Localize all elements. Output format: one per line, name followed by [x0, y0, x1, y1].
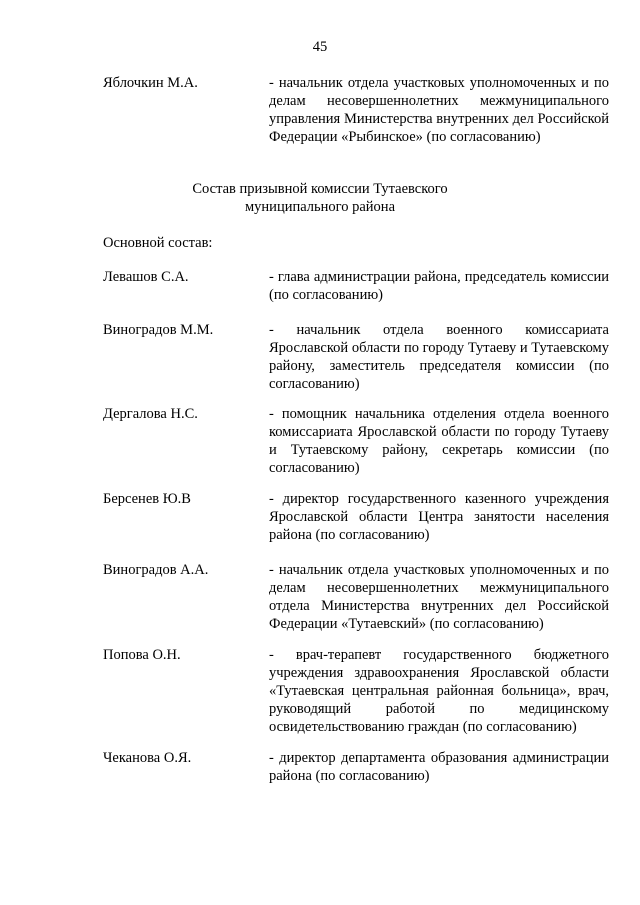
member-name: Виноградов А.А. — [103, 562, 209, 578]
heading-line-1: Состав призывной комиссии Тутаевского — [192, 181, 448, 197]
member-name: Виноградов М.М. — [103, 322, 214, 338]
member-description: - глава администрации района, председатель комиссии (по согласованию) — [269, 269, 609, 303]
member-description: - директор государственного казенного учреждения Ярославской области Центра занятости населения района (по согласованию) — [269, 491, 609, 543]
page-number: 45 — [312, 39, 328, 55]
member-name: Берсенев Ю.В — [103, 491, 191, 507]
member-description: - врач-терапевт государственного бюджетного учреждения здравоохранения Ярославской области «Тутаевская центральная районная больница», врач, руководящий работой по медицинскому освидетельствованию граждан (по согласованию) — [269, 647, 609, 735]
member-name: Левашов С.А. — [103, 269, 189, 285]
member-description: - начальник отдела военного комиссариата Ярославской области по городу Тутаеву и Тутаевскому району, заместитель председателя комиссии (по согласованию) — [269, 322, 609, 392]
member-description: - помощник начальника отделения отдела военного комиссариата Ярославской области по городу Тутаеву и Тутаевскому району, секретарь комиссии (по согласованию) — [269, 406, 609, 476]
member-name: Попова О.Н. — [103, 647, 181, 663]
main-composition-label: Основной состав: — [103, 235, 213, 251]
heading-line-2: муниципального района — [245, 199, 395, 215]
member-description: - начальник отдела участковых уполномоченных и по делам несовершеннолетних межмуниципального отдела Министерства внутренних дел Российской Федерации «Тутаевский» (по согласованию) — [269, 562, 609, 632]
member-description: - директор департамента образования администрации района (по согласованию) — [269, 750, 609, 784]
member-name: Дергалова Н.С. — [103, 406, 198, 422]
member-name: Чеканова О.Я. — [103, 750, 192, 766]
commission-heading — [0, 180, 640, 216]
entry-description: - начальник отдела участковых уполномоченных и по делам несовершеннолетних межмуниципального управления Министерства внутренних дел Российской Федерации «Рыбинское» (по согласованию) — [269, 75, 609, 145]
entry-name: Яблочкин М.А. — [103, 75, 198, 91]
